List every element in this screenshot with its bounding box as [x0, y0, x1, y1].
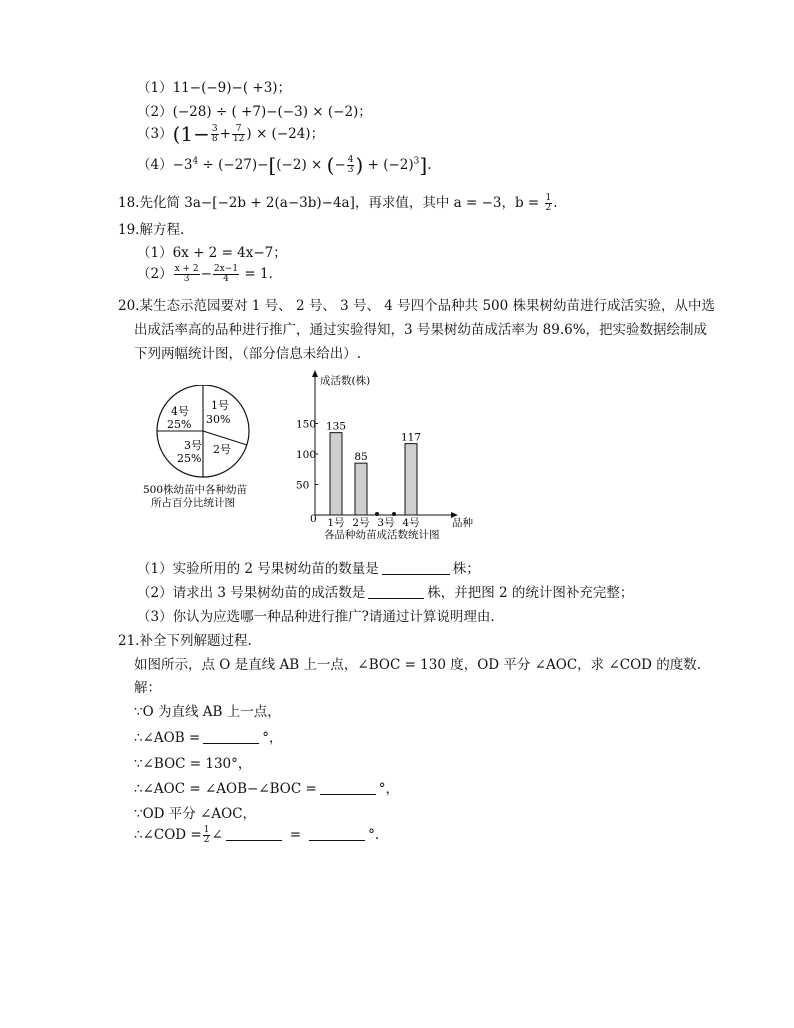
fraction: $\frac{1}{2}$ — [203, 825, 210, 845]
pie-label-4-name: 4号 — [171, 405, 189, 418]
pie-label-3-pct: 25% — [177, 452, 202, 465]
bar-value-label: 117 — [400, 431, 422, 444]
bar-chart — [290, 370, 490, 540]
pie-chart — [140, 385, 270, 515]
q20-line-2: 出成活率高的品种进行推广，通过实验得知，3 号果树幼苗成活率为 89.6%，把实验数据绘制成 — [134, 322, 708, 338]
y-tick-label: 50 — [296, 479, 310, 492]
category-label: 2号 — [352, 517, 370, 529]
q21-solve: 解： — [134, 680, 161, 696]
category-label: 3号 — [377, 517, 395, 529]
q21-title: 21.补全下列解题过程. — [118, 633, 252, 649]
q18: 18.先化简 3a−[−2b + 2(a−3b)−4a]，再求值，其中 a = −3，b = $\frac{1}{2}$ . — [118, 193, 558, 213]
pie-label-2-name: 2号 — [213, 443, 231, 456]
missing-bar-marker — [392, 512, 396, 516]
y-tick-label: 150 — [296, 418, 317, 431]
q21-step-6: ∴∠COD = $\frac{1}{2}$ ∠ = °. — [134, 825, 380, 845]
answer-blank[interactable] — [320, 782, 376, 795]
q17-item-2: （2）(−28) ÷ ( +7)−(−3) × (−2)； — [137, 104, 372, 120]
q20-sub-1: （1）实验所用的 2 号果树幼苗的数量是 株； — [137, 561, 480, 577]
answer-blank[interactable] — [203, 731, 259, 744]
pie-label-4-pct: 25% — [167, 418, 192, 431]
bar-caption: 各品种幼苗成活数统计图 — [324, 529, 440, 540]
bar-ylabel: 成活数(株) — [320, 375, 371, 387]
q17-item-4: $(4)-3^4 \div (-27)-[(-2)$ × (− $\frac{4}{3}$ ) + $(-2)^3$]. — [137, 153, 432, 177]
y-tick-label: 0 — [310, 513, 317, 525]
bar-value-label: 135 — [325, 420, 347, 433]
q17-item-3: （3）(1− $\frac{3}{8}$ + $\frac{7}{12}$ ) × (−24)； — [137, 122, 325, 146]
answer-blank[interactable] — [226, 828, 282, 841]
bar-2 — [355, 463, 367, 515]
q21-step-2: ∴∠AOB = °， — [134, 730, 283, 746]
bar-4 — [405, 444, 417, 515]
fraction: $\frac{7}{12}$ — [232, 124, 245, 144]
q21-step-4: ∴∠AOC = ∠AOB−∠BOC = °， — [134, 781, 400, 797]
bar-value-label: 85 — [354, 451, 368, 464]
missing-bar-marker — [375, 512, 379, 516]
pie-caption-2: 所占百分比统计图 — [151, 497, 235, 509]
category-label: 1号 — [327, 517, 345, 529]
fraction: $\frac{4}{3}$ — [347, 155, 354, 175]
q19-title: 19.解方程. — [118, 222, 185, 238]
fraction: $\frac{1}{2}$ — [545, 193, 552, 213]
category-label: 4号 — [402, 517, 420, 529]
fraction: $\frac{x + 2}{3}$ — [174, 264, 199, 284]
q20-line-1: 20.某生态示范园要对 1 号、 2 号、 3 号、 4 号四个品种共 500 株果树幼苗进行成活实验，从中选 — [118, 298, 716, 314]
q21-step-1: ∵O 为直线 AB 上一点， — [134, 704, 281, 720]
fraction: $\frac{3}{8}$ — [211, 124, 218, 144]
bar-1 — [330, 433, 342, 515]
bar-xlabel: 品种 — [452, 517, 473, 529]
q19-item-2: （2） $\frac{x + 2}{3}$ − $\frac{2x-1}{4}$ = 1. — [137, 264, 273, 284]
pie-label-1-pct: 30% — [206, 413, 231, 426]
answer-blank[interactable] — [382, 562, 450, 575]
q21-step-5: ∵OD 平分 ∠AOC， — [134, 806, 257, 822]
q20-sub-2: （2）请求出 3 号果树幼苗的成活数是 株，并把图 2 的统计图补充完整； — [137, 585, 634, 601]
y-axis-arrow — [312, 370, 318, 377]
q19-item-1: （1）6x + 2 = 4x−7； — [137, 245, 287, 261]
pie-label-1-name: 1号 — [211, 399, 229, 412]
q17-item-1: （1）11−(−9)−( +3)； — [137, 80, 292, 96]
q21-step-3: ∵∠BOC = 130°， — [134, 756, 252, 772]
q21-prompt: 如图所示，点 O 是直线 AB 上一点，∠BOC = 130 度，OD 平分 ∠AOC，求 ∠COD 的度数. — [134, 657, 702, 673]
fraction: $\frac{2x-1}{4}$ — [213, 264, 239, 284]
q20-line-3: 下列两幅统计图，（部分信息未给出）. — [134, 346, 362, 362]
y-tick-label: 100 — [296, 449, 317, 461]
answer-blank[interactable] — [368, 586, 424, 599]
q20-sub-3: （3）你认为应选哪一种品种进行推广?请通过计算说明理由. — [137, 609, 495, 625]
bars — [326, 421, 421, 529]
answer-blank[interactable] — [309, 828, 365, 841]
pie-label-3-name: 3号 — [184, 439, 202, 452]
pie-caption-1: 500株幼苗中各种幼苗 — [143, 484, 248, 496]
